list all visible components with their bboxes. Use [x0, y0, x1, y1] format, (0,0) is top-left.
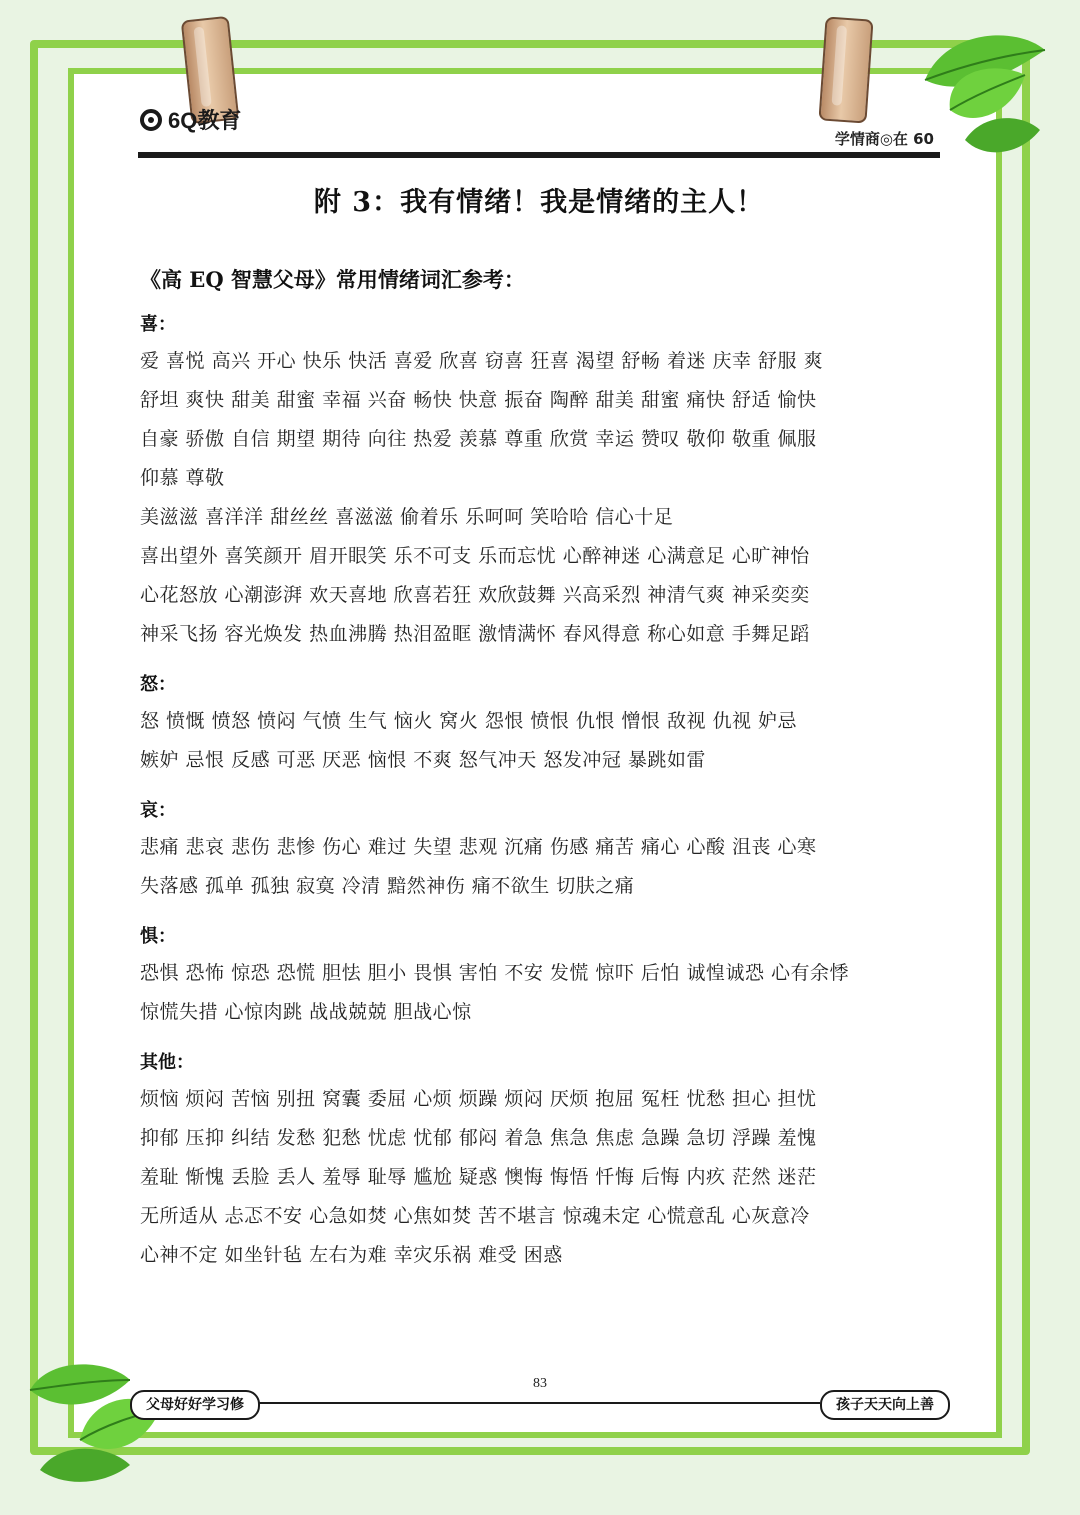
section-sorrow	[140, 794, 940, 906]
word-line: 惊慌失措 心惊肉跳 战战兢兢 胆战心惊	[140, 1001, 472, 1023]
logo-mark-icon	[140, 109, 162, 131]
word-line: 无所适从 忐忑不安 心急如焚 心焦如焚 苦不堪言 惊魂未定 心慌意乱 心灰意冷	[140, 1205, 810, 1227]
word-line: 嫉妒 忌恨 反感 可恶 厌恶 恼恨 不爽 怒气冲天 怒发冲冠 暴跳如雷	[140, 749, 706, 771]
section-title: 喜：	[140, 314, 176, 335]
word-line: 烦恼 烦闷 苦恼 别扭 窝囊 委屈 心烦 烦躁 烦闷 厌烦 抱屈 冤枉 忧愁 担心 担忧	[140, 1088, 817, 1110]
word-line: 悲痛 悲哀 悲伤 悲惨 伤心 难过 失望 悲观 沉痛 伤感 痛苦 痛心 心酸 沮丧 心寒	[140, 836, 817, 858]
word-line: 失落感 孤单 孤独 寂寞 冷清 黯然神伤 痛不欲生 切肤之痛	[140, 875, 635, 897]
right-clothespin-icon	[818, 16, 873, 123]
word-line: 美滋滋 喜洋洋 甜丝丝 喜滋滋 偷着乐 乐呵呵 笑哈哈 信心十足	[140, 506, 674, 528]
logo-text: 6Q教育	[168, 108, 242, 133]
header-slogan: 学情商◎在 60	[834, 130, 934, 148]
section-joy	[140, 308, 940, 654]
section-title: 哀：	[140, 800, 176, 821]
page-number: 83	[533, 1376, 547, 1391]
section-title: 惧：	[140, 926, 176, 947]
word-line: 羞耻 惭愧 丢脸 丢人 羞辱 耻辱 尴尬 疑惑 懊悔 悔悟 忏悔 后悔 内疚 茫然 迷茫	[140, 1166, 817, 1188]
header-divider	[138, 152, 940, 158]
footer-right-slogan: 孩子天天向上善	[820, 1390, 950, 1420]
word-line: 喜出望外 喜笑颜开 眉开眼笑 乐不可支 乐而忘忧 心醉神迷 心满意足 心旷神怡	[140, 545, 810, 567]
word-line: 心花怒放 心潮澎湃 欢天喜地 欣喜若狂 欢欣鼓舞 兴高采烈 神清气爽 神采奕奕	[140, 584, 810, 606]
page-title: 附 3：我有情绪！我是情绪的主人！	[313, 187, 765, 218]
section-anger	[140, 668, 940, 780]
bottom-left-leaves-icon	[20, 1350, 180, 1490]
footer-left-slogan: 父母好好学习修	[130, 1390, 260, 1420]
word-line: 心神不定 如坐针毡 左右为难 幸灾乐祸 难受 困惑	[140, 1244, 563, 1266]
section-other	[140, 1046, 940, 1275]
word-line: 仰慕 尊敬	[140, 467, 225, 489]
footer-divider	[250, 1402, 820, 1404]
word-line: 舒坦 爽快 甜美 甜蜜 幸福 兴奋 畅快 快意 振奋 陶醉 甜美 甜蜜 痛快 舒适 愉快	[140, 389, 817, 411]
word-line: 自豪 骄傲 自信 期望 期待 向往 热爱 羡慕 尊重 欣赏 幸运 赞叹 敬仰 敬重 佩服	[140, 428, 817, 450]
section-title: 怒：	[140, 674, 176, 695]
section-fear	[140, 920, 940, 1032]
page-subtitle: 《高 EQ 智慧父母》常用情绪词汇参考：	[140, 267, 525, 292]
section-title: 其他：	[140, 1052, 194, 1073]
word-line: 抑郁 压抑 纠结 发愁 犯愁 忧虑 忧郁 郁闷 着急 焦急 焦虑 急躁 急切 浮躁 羞愧	[140, 1127, 817, 1149]
emotion-vocabulary-list	[140, 308, 940, 1289]
word-line: 神采飞扬 容光焕发 热血沸腾 热泪盈眶 激情满怀 春风得意 称心如意 手舞足蹈	[140, 623, 810, 645]
word-line: 爱 喜悦 高兴 开心 快乐 快活 喜爱 欣喜 窃喜 狂喜 渴望 舒畅 着迷 庆幸 舒服 爽	[140, 350, 824, 372]
word-line: 怒 愤慨 愤怒 愤闷 气愤 生气 恼火 窝火 怨恨 愤恨 仇恨 憎恨 敌视 仇视 妒忌	[140, 710, 798, 732]
word-line: 恐惧 恐怖 惊恐 恐慌 胆怯 胆小 畏惧 害怕 不安 发慌 惊吓 后怕 诚惶诚恐 心有余悸	[140, 962, 850, 984]
brand-logo	[140, 104, 241, 135]
